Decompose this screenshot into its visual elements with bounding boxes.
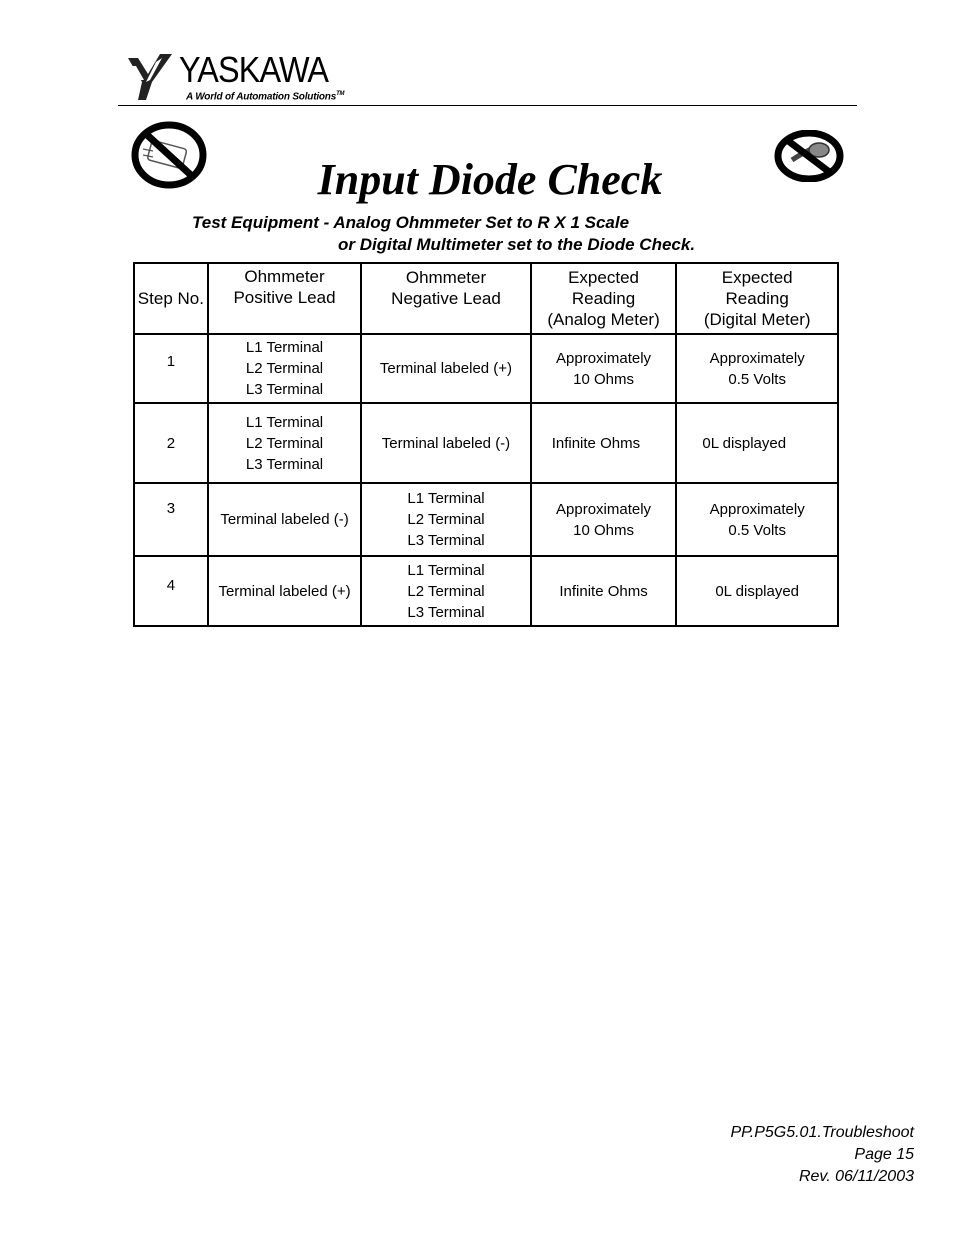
analog-reading-cell: Infinite Ohms [531, 556, 677, 626]
header-step-no: Step No. [134, 263, 208, 334]
test-equipment-line-2: or Digital Multimeter set to the Diode Check. [338, 235, 696, 254]
analog-reading-cell: Approximately 10 Ohms [531, 483, 677, 556]
digital-reading-cell: Approximately 0.5 Volts [676, 483, 838, 556]
header-divider [118, 105, 857, 106]
negative-lead-cell: Terminal labeled (-) [361, 403, 530, 483]
positive-lead-cell: L1 Terminal L2 Terminal L3 Terminal [208, 334, 362, 403]
diode-check-table [133, 262, 839, 627]
table-header-row [134, 263, 838, 334]
negative-lead-cell: L1 Terminal L2 Terminal L3 Terminal [361, 483, 530, 556]
step-number: 4 [134, 556, 208, 626]
positive-lead-cell: Terminal labeled (+) [208, 556, 362, 626]
brand-name: YASKAWA [179, 49, 329, 90]
brand-tagline: A World of Automation Solutions™ [186, 91, 345, 103]
doc-id: PP.P5G5.01.Troubleshoot [730, 1124, 914, 1141]
table-row [134, 556, 838, 626]
table-row [134, 403, 838, 483]
page-title: Input Diode Check [317, 155, 663, 204]
digital-reading-cell: Approximately 0.5 Volts [676, 334, 838, 403]
revision-date: Rev. 06/11/2003 [798, 1168, 914, 1185]
page-number: Page 15 [854, 1146, 914, 1163]
yaskawa-logo-icon [126, 52, 176, 102]
step-number: 3 [134, 483, 208, 556]
header-analog-reading: Expected Reading (Analog Meter) [531, 263, 677, 334]
positive-lead-cell: L1 Terminal L2 Terminal L3 Terminal [208, 403, 362, 483]
page-footer [730, 1122, 914, 1188]
negative-lead-cell: L1 Terminal L2 Terminal L3 Terminal [361, 556, 530, 626]
analog-reading-cell: Approximately 10 Ohms [531, 334, 677, 403]
table-row [134, 483, 838, 556]
header-positive-lead: Ohmmeter Positive Lead [208, 263, 362, 334]
table-row [134, 334, 838, 403]
negative-lead-cell: Terminal labeled (+) [361, 334, 530, 403]
positive-lead-cell: Terminal labeled (-) [208, 483, 362, 556]
header-negative-lead: Ohmmeter Negative Lead [361, 263, 530, 334]
step-number: 2 [134, 403, 208, 483]
test-equipment-line-1: Test Equipment - Analog Ohmmeter Set to R X 1 Scale [192, 213, 630, 232]
digital-reading-cell: 0L displayed [676, 556, 838, 626]
digital-reading-cell: 0L displayed [676, 403, 838, 483]
analog-reading-cell: Infinite Ohms [531, 403, 677, 483]
header-digital-reading: Expected Reading (Digital Meter) [676, 263, 838, 334]
step-number: 1 [134, 334, 208, 403]
